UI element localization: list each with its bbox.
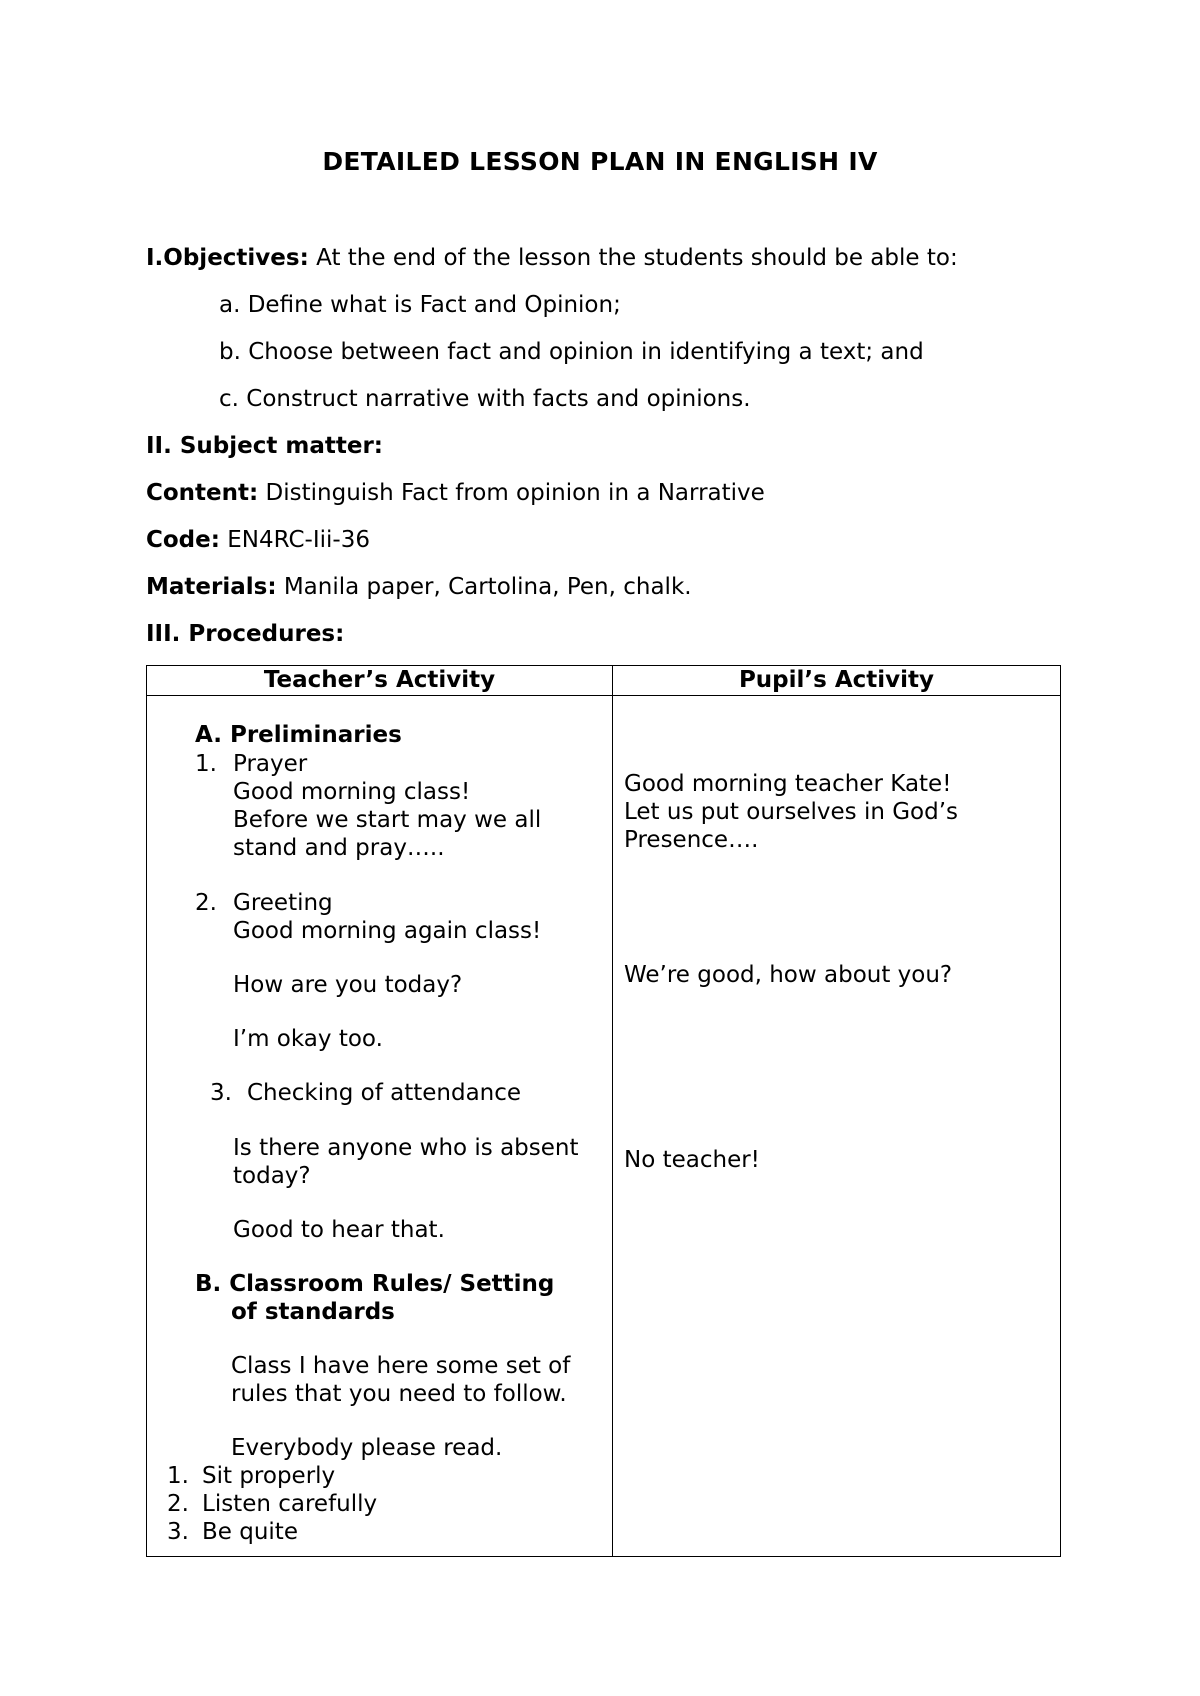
rule-number: 3. bbox=[167, 1519, 189, 1545]
content-label: Content: bbox=[146, 480, 259, 506]
rule-item: Be quite bbox=[202, 1519, 298, 1545]
teacher-attendance-question: Is there anyone who is absent bbox=[233, 1135, 579, 1161]
section-b-label: B. Classroom Rules/ Setting bbox=[195, 1271, 555, 1297]
objective-item-b: b. Choose between fact and opinion in identifying a text; and bbox=[219, 339, 924, 365]
prayer-title: Prayer bbox=[233, 751, 308, 777]
content-line bbox=[146, 478, 765, 508]
materials-label: Materials: bbox=[146, 574, 277, 600]
teacher-prayer-line: Good morning class! bbox=[233, 779, 471, 805]
rules-intro-line: rules that you need to follow. bbox=[231, 1381, 567, 1407]
attendance-title: Checking of attendance bbox=[247, 1080, 522, 1106]
objective-item-c: c. Construct narrative with facts and opinions. bbox=[219, 386, 751, 412]
rule-number: 1. bbox=[167, 1463, 189, 1489]
greeting-number: 2. bbox=[195, 890, 217, 916]
objective-item-a: a. Define what is Fact and Opinion; bbox=[219, 292, 621, 318]
rules-read-line: Everybody please read. bbox=[231, 1435, 503, 1461]
teacher-attendance-question: today? bbox=[233, 1163, 311, 1189]
rule-number: 2. bbox=[167, 1491, 189, 1517]
header-teacher-activity: Teacher’s Activity bbox=[263, 667, 496, 693]
rule-item: Listen carefully bbox=[202, 1491, 378, 1517]
teacher-prayer-line: stand and pray….. bbox=[233, 835, 445, 861]
teacher-greeting-question: How are you today? bbox=[233, 972, 463, 998]
teacher-attendance-reply: Good to hear that. bbox=[233, 1217, 445, 1243]
pupil-prayer-line: Presence…. bbox=[624, 827, 759, 853]
teacher-prayer-line: Before we start may we all bbox=[233, 807, 542, 833]
code-value: EN4RC-Iii-36 bbox=[219, 527, 370, 553]
greeting-title: Greeting bbox=[233, 890, 333, 916]
teacher-greeting-line: Good morning again class! bbox=[233, 918, 542, 944]
materials-line bbox=[146, 572, 692, 602]
section-b-label: of standards bbox=[231, 1299, 395, 1325]
objectives-line bbox=[146, 243, 958, 273]
rules-intro-line: Class I have here some set of bbox=[231, 1353, 571, 1379]
objectives-label: I.Objectives: bbox=[146, 245, 309, 271]
column-divider bbox=[612, 666, 613, 1556]
prayer-number: 1. bbox=[195, 751, 217, 777]
procedures-heading: III. Procedures: bbox=[146, 621, 345, 647]
rule-item: Sit properly bbox=[202, 1463, 336, 1489]
pupil-prayer-line: Let us put ourselves in God’s bbox=[624, 799, 959, 825]
code-label: Code: bbox=[146, 527, 220, 553]
pupil-attendance-reply: No teacher! bbox=[624, 1147, 760, 1173]
materials-value: Manila paper, Cartolina, Pen, chalk. bbox=[276, 574, 692, 600]
objectives-text: At the end of the lesson the students should be able to: bbox=[308, 245, 958, 271]
document-title: DETAILED LESSON PLAN IN ENGLISH IV bbox=[322, 147, 878, 176]
activity-table bbox=[146, 665, 1061, 1557]
pupil-greeting-reply: We’re good, how about you? bbox=[624, 962, 953, 988]
teacher-greeting-reply: I’m okay too. bbox=[233, 1026, 383, 1052]
section-a-label: A. Preliminaries bbox=[195, 722, 402, 748]
content-value: Distinguish Fact from opinion in a Narrative bbox=[258, 480, 765, 506]
subject-matter-heading: II. Subject matter: bbox=[146, 433, 383, 459]
attendance-number: 3. bbox=[210, 1080, 232, 1106]
pupil-prayer-line: Good morning teacher Kate! bbox=[624, 771, 952, 797]
code-line bbox=[146, 525, 370, 555]
header-pupil-activity: Pupil’s Activity bbox=[738, 667, 935, 693]
